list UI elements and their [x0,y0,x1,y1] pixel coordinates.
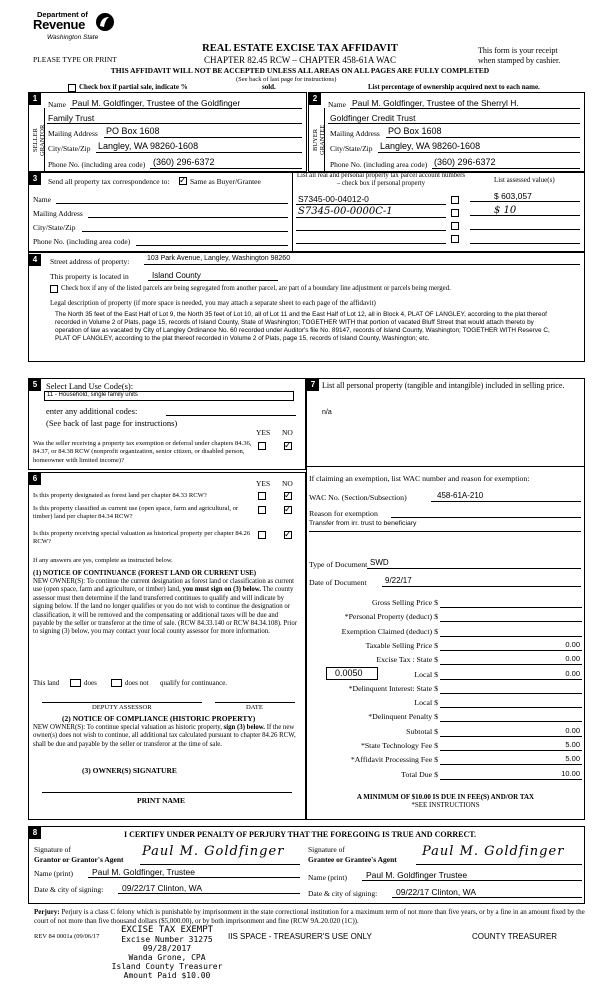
receipt-note-1: This form is your receipt [478,46,558,55]
tax-row-value[interactable]: 0.00 [565,654,580,663]
forest-no-check-icon: ✓ [284,491,292,501]
seller-side-label: SELLER GRANTOR [32,124,46,156]
tax-row-line [440,607,582,608]
assessed-line-2 [470,215,580,216]
corr-name-line [56,203,288,204]
personal-property-label: List all personal property (tangible and intangible) included in selling price. [322,381,565,390]
seller-phone-label: Phone No. (including area code) [48,160,146,169]
notice1-text-a: NEW OWNER(S): To continue the current designation as forest land or classification as current use (open space, farm and agriculture, or timber) land, [33,578,295,594]
seller-phone[interactable]: (360) 296-6372 [153,157,215,167]
seller-name2-line [47,123,302,124]
dept-line1: Department of [37,10,88,19]
exemption-no-check-icon: ✓ [284,441,292,451]
see-back-top: (See back of last page for instructions) [236,76,337,83]
perjury-statement [34,908,586,926]
parcel-header: List all real and personal property tax parcel account numbers – check box if personal property [296,172,466,187]
buyer-city-label: City/State/Zip [330,144,373,153]
form-warning: THIS AFFIDAVIT WILL NOT BE ACCEPTED UNLESS ALL AREAS ON ALL PAGES ARE FULLY COMPLETED [110,66,490,75]
personal-property-checkbox-4[interactable] [451,235,459,243]
buyer-phone-label: Phone No. (including area code) [330,160,428,169]
seller-name[interactable]: Paul M. Goldfinger, Trustee of the Goldfinger [72,98,241,108]
grantor-name-line [88,877,300,878]
section5-yes: YES [256,428,271,437]
grantor-name[interactable]: Paul M. Goldfinger, Trustee [92,867,195,877]
notice2-text-a: NEW OWNER(S): To continue special valuation as historic property, [33,724,222,731]
grantor-agent-label: Grantor or Grantor's Agent [34,855,124,864]
seller-divider [44,108,45,172]
stamp-line-4: Wanda Grone, CPA [128,953,206,962]
section-4-property [28,252,585,362]
section-4-number: 4 [29,254,41,266]
assessed-line-1 [470,201,580,202]
notice2-body [33,724,299,749]
tax-row-label: *Personal Property (deduct) $ [344,612,438,621]
deputy-line [42,702,202,703]
dor-logo-icon [95,11,115,33]
form-chapter: CHAPTER 82.45 RCW – CHAPTER 458-61A WAC [204,55,396,65]
seller-name-label: Name [48,100,66,109]
reason-label: Reason for exemption [309,509,378,518]
tax-row-line [440,650,582,651]
current-use-no-check-icon: ✓ [284,505,292,515]
treasurer-use-only: IIS SPACE - TREASURER'S USE ONLY [228,932,372,941]
grantee-date-line [392,897,582,898]
buyer-city[interactable]: Langley, WA 98260-1608 [380,141,481,151]
section-6-number: 6 [29,473,41,485]
partial-sale-checkbox[interactable] [68,84,76,92]
same-as-buyer-label: Same as Buyer/Grantee [190,177,261,186]
receipt-note-2: when stamped by cashier. [478,56,561,65]
seller-name-line [70,108,302,109]
current-use-yes-checkbox[interactable] [258,506,266,514]
grantee-date-city[interactable]: 09/22/17 Clinton, WA [396,887,477,897]
tax-row-label: Total Due $ [401,770,438,779]
grantee-sig-of: Signature of [308,845,345,854]
rev-number: REV 84 0001a (09/06/17 [34,933,100,940]
tax-row-line [440,779,582,780]
buyer-name2-line [328,123,580,124]
deputy-date-line [215,702,295,703]
street-address[interactable]: 103 Park Avenue, Langley, Washington 98260 [147,255,291,262]
land-use-value: 11 - Household, single family units [47,392,138,398]
grantee-sig-line [416,864,582,865]
tax-row-value[interactable]: 0.00 [565,669,580,678]
section5-see-back: (See back of last page for instructions) [46,418,178,428]
assessed-line-3 [470,229,580,230]
tax-row-label: Excise Tax : State $ [376,655,438,664]
tax-row-value[interactable]: 0.00 [565,726,580,735]
dept-line2: Revenue [33,17,86,32]
seller-city[interactable]: Langley, WA 98260-1608 [98,141,199,151]
does-not-checkbox[interactable] [111,679,122,687]
doc-date-value[interactable]: 9/22/17 [385,576,412,585]
tax-row-line [440,679,582,680]
stamp-line-5: Island County Treasurer [111,962,223,971]
deputy-date-label: DATE [246,704,263,711]
personal-property-checkbox-2[interactable] [451,209,459,217]
pp-section-divider [306,466,585,467]
forest-land-question: Is this property designated as forest land per chapter 84.33 RCW? [33,492,207,499]
perjury-label: Perjury: [34,908,60,916]
exemption-question: Was the seller receiving a property tax exemption or deferral under chapters 84.36, 84.37, or 84.38 RCW (nonprofit organization, senior citizen, or disabled person, homeowner with limited income)? [33,440,252,464]
segregated-label: Check box if any of the listed parcels are being segregated from another parcel, are part of a boundary line adjustment or parcels being merged. [61,285,451,292]
doc-date-label: Date of Document [309,578,367,587]
does-not-label: does not [125,679,149,687]
street-line [144,264,580,265]
grantor-date-label: Date & city of signing: [34,885,104,894]
tax-row-label: Gross Selling Price $ [371,598,438,607]
wac-value[interactable]: 458-61A-210 [437,491,484,500]
reason-line [391,517,581,518]
assessed-header: List assessed value(s) [494,176,555,184]
tax-row-value[interactable]: 5.00 [565,740,580,749]
doc-type-value[interactable]: SWD [370,558,389,567]
tax-row-label: Subtotal $ [406,727,438,736]
grantor-date-line [118,893,300,894]
doc-type-line [367,568,581,569]
section-7-number: 7 [307,379,319,391]
grantor-sig-line [140,864,300,865]
notice2-title: (2) NOTICE OF COMPLIANCE (HISTORIC PROPERTY) [62,714,256,723]
parcel-line-3 [296,230,446,231]
section5-no: NO [282,428,293,437]
grantee-signature[interactable]: Paul M. Goldfinger [422,844,565,859]
personal-property-value[interactable]: n/a [322,409,332,416]
select-land-use-label: Select Land Use Code(s): [46,381,134,391]
ownership-note: List percentage of ownership acquired next to each name. [368,83,540,91]
treasurer-stamp [102,926,232,980]
tax-row-label: *Delinquent Interest: State $ [348,684,438,693]
buyer-name[interactable]: Paul M. Goldfinger, Trustee of the Sherryl H. [352,98,519,108]
section-7-tax [306,378,585,820]
stamp-line-1: EXCISE TAX EXEMPT [120,925,214,935]
notice2-bold: sign (3) below. [223,724,265,731]
dor-logo [33,10,101,46]
tax-row-value[interactable]: 0.00 [565,640,580,649]
tax-row-label: *Affidavit Processing Fee $ [350,755,438,764]
if-yes-instruction: If any answers are yes, complete as instructed below. [33,557,173,564]
parcel-number-1[interactable]: S7345-00-04012-0 [298,194,369,204]
sold-label: sold. [262,83,276,91]
county-line [148,280,278,281]
notice1-body [33,578,299,637]
parcel-line-1 [296,204,446,205]
tax-row-line [440,764,582,765]
section-2-number: 2 [309,93,321,105]
corr-phone-label: Phone No. (including area code) [33,237,131,246]
buyer-mailing-line [386,137,580,138]
tax-row-line [440,693,582,694]
land-label: This land [33,679,60,687]
buyer-name-label: Name [328,100,346,109]
tax-row-label: Taxable Selling Price $ [365,641,438,650]
see-instructions: *SEE INSTRUCTIONS [411,801,480,809]
parcel-line-4 [296,243,446,244]
grantor-date-city[interactable]: 09/22/17 Clinton, WA [122,883,203,893]
owner-signature-label: (3) OWNER(S) SIGNATURE [82,766,177,775]
personal-property-checkbox-3[interactable] [451,222,459,230]
grantee-date-label: Date & city of signing: [308,889,378,898]
section-1-number: 1 [29,93,41,105]
reason-line-2 [309,531,581,532]
assessed-line-4 [470,243,580,244]
dept-line3: Washington State [47,34,99,41]
doc-date-line [382,586,581,587]
seller-phone-line [150,168,302,169]
corr-city-line [82,231,288,232]
buyer-side-label: BUYER GRANTEE [312,124,326,156]
partial-sale-label: Check box if partial sale, indicate % [79,83,188,91]
tax-row-line [440,721,582,722]
parcel-line-2 [296,217,446,218]
notice1-title: (1) NOTICE OF CONTINUANCE (FOREST LAND OR CURRENT USE) [33,569,257,577]
tax-row-line [440,707,582,708]
same-as-buyer-check-icon: ✓ [179,176,187,186]
grantee-name-line [362,880,582,881]
certify-statement: I CERTIFY UNDER PENALTY OF PERJURY THAT THE FOREGOING IS TRUE AND CORRECT. [123,830,476,839]
notice2-text-b: If the new owner(s) does not wish to continue, all additional tax calculated pursuant to chapter 84.26 RCW, shall be due and payable by the seller or transferor at the time of sale. [33,724,296,748]
tax-row-line [440,750,582,751]
seller-name-line2[interactable]: Family Trust [48,113,95,123]
minimum-due: A MINIMUM OF $10.00 IS DUE IN FEE(S) AND/OR TAX [356,793,535,801]
seller-mailing[interactable]: PO Box 1608 [106,126,160,136]
reason-value[interactable]: Transfer from irr. trust to beneficiary [309,520,417,527]
corr-mailing-line [88,217,288,218]
does-label: does [84,679,97,687]
corr-city-label: City/State/Zip [33,223,76,232]
notice1-bold: you must sign on (3) below. [182,586,262,594]
tax-row-label: Local $ [414,670,438,679]
corr-mailing-label: Mailing Address [33,209,83,218]
historic-no-check-icon: ✓ [284,530,292,540]
county-value[interactable]: Island County [152,271,201,280]
seller-city-label: City/State/Zip [48,144,91,153]
wac-line [431,501,581,502]
owner-sig-line [42,792,292,793]
exemption-claim-label: If claiming an exemption, list WAC number and reason for exemption: [309,474,530,483]
does-checkbox[interactable] [70,679,81,687]
qualify-label: qualify for continuance. [160,679,228,687]
tax-row-label: Local $ [414,698,438,707]
tax-row-label: *Delinquent Penalty $ [368,712,438,721]
corr-name-label: Name [33,195,51,204]
please-type: PLEASE TYPE OR PRINT [33,55,117,64]
historic-yes-checkbox[interactable] [258,531,266,539]
tax-row-value[interactable]: 5.00 [565,754,580,763]
grantee-agent-label: Grantee or Grantee's Agent [308,855,397,864]
tax-row-line [440,621,582,622]
street-label: Street address of property: [50,257,130,266]
segregated-checkbox[interactable] [50,285,58,293]
assessed-value-2[interactable]: $ 10 [494,205,517,216]
grantor-signature[interactable]: Paul M. Goldfinger [142,844,285,859]
seller-city-line [96,152,302,153]
buyer-mailing[interactable]: PO Box 1608 [388,126,442,136]
deputy-assessor-label: DEPUTY ASSESSOR [92,704,152,711]
forest-yes-checkbox[interactable] [258,492,266,500]
section-3-number: 3 [29,173,41,185]
section-5-number: 5 [29,379,41,391]
grantee-name-label: Name (print) [308,873,347,882]
wac-label: WAC No. (Section/Subsection) [309,493,407,502]
legal-description[interactable]: The North 35 feet of the East Half of Lot 9, the North 35 feet of Lot 10, all of Lot 11 and the East Half of Lot 12, all in Block 4, PLAT OF LANGLEY, according to the plat thereof recorded in Volume 2 of Plats, page 15, records of Island County, State of Washington; TOGETHER WITH that portion of vacated Bluff Street that would attach thereto by operation of law as vacated by City of Langley Ordinance No. 60 recorded under Auditor's file No. 89147, records of Island County, Washington; TOGETHER WITH Reserve C, PLAT OF LANGLEY, according to the plat thereof recorded in Volume 2 of Plats, page 15, records of Island County, Washington; etc. [55,311,550,342]
notice1-text-b: The county assessor must then determine if the land transferred continues to qualify and will indicate by signing below. If the land no longer qualifies or you do not wish to continue the designation or classification, it will be removed and the compensating or additional taxes will be due and payable by the seller or transferor at the time of sale. (RCW 84.33.140 or RCW 84.34.108). Prior to signing (3) below, you may contact your local county assessor for more information. [33,586,298,636]
buyer-name-line2[interactable]: Goldfinger Credit Trust [330,113,416,123]
legal-label: Legal description of property (if more space is needed, you may attach a separate sheet to each page of the affidavit) [50,299,376,307]
tax-row-line [440,736,582,737]
section6-yes: YES [256,479,271,488]
grantee-name[interactable]: Paul M. Goldfinger Trustee [366,870,468,880]
tax-row-line [440,664,582,665]
exemption-yes-checkbox[interactable] [258,442,266,450]
historic-question: Is this property receiving special valuation as historical property per chapter 84.26 RCW? [33,530,251,546]
buyer-divider [324,108,325,172]
stamp-line-3: 09/28/2017 [142,944,192,953]
corr-phone-line [136,245,288,246]
buyer-city-line [378,152,580,153]
section3-divider [292,172,293,252]
buyer-mailing-label: Mailing Address [330,129,380,138]
section-8-number: 8 [29,827,41,839]
print-name-label: PRINT NAME [137,796,185,805]
stamp-line-2: Excise Number 31275 [121,935,213,944]
assessed-value-1[interactable]: $ 603,057 [494,191,532,201]
current-use-question: Is this property classified as current use (open space, farm and agricultural, or timber) land per chapter 84.34 RCW? [33,505,239,521]
tax-row-label: Exemption Claimed (deduct) $ [341,627,438,636]
perjury-text: Perjury is a class C felony which is punishable by imprisonment in the state correctional institution for a maximum term of not more than five years, or by a fine in an amount fixed by the court of not more than five thousand dollars ($5,000.00), or by both imprisonment and fine (RCW 9A.20.020 (1C)). [34,908,585,925]
tax-row-label: *State Technology Fee $ [360,741,438,750]
personal-property-checkbox-1[interactable] [451,196,459,204]
seller-mailing-label: Mailing Address [48,129,98,138]
doc-type-label: Type of Document [309,560,368,569]
buyer-phone-line [432,168,580,169]
located-label: This property is located in [50,272,129,281]
tax-row-line [440,636,582,637]
buyer-name-line [350,108,580,109]
grantor-name-label: Name (print) [34,869,73,878]
parcel-number-2[interactable]: S7345-00-0000C-1 [298,206,393,217]
additional-codes-line [166,415,296,416]
additional-codes-label: enter any additional codes: [46,406,138,416]
buyer-phone[interactable]: (360) 296-6372 [434,157,496,167]
county-treasurer-label: COUNTY TREASURER [472,932,558,941]
tax-rate-value: 0.0050 [335,668,363,678]
seller-mailing-line [104,137,302,138]
send-correspondence-label: Send all property tax correspondence to: [48,177,170,186]
grantor-sig-of: Signature of [34,845,71,854]
tax-row-value[interactable]: 10.00 [561,769,580,778]
section6-no: NO [282,479,293,488]
form-title: REAL ESTATE EXCISE TAX AFFIDAVIT [202,43,398,54]
stamp-line-6: Amount Paid $10.00 [123,971,211,980]
